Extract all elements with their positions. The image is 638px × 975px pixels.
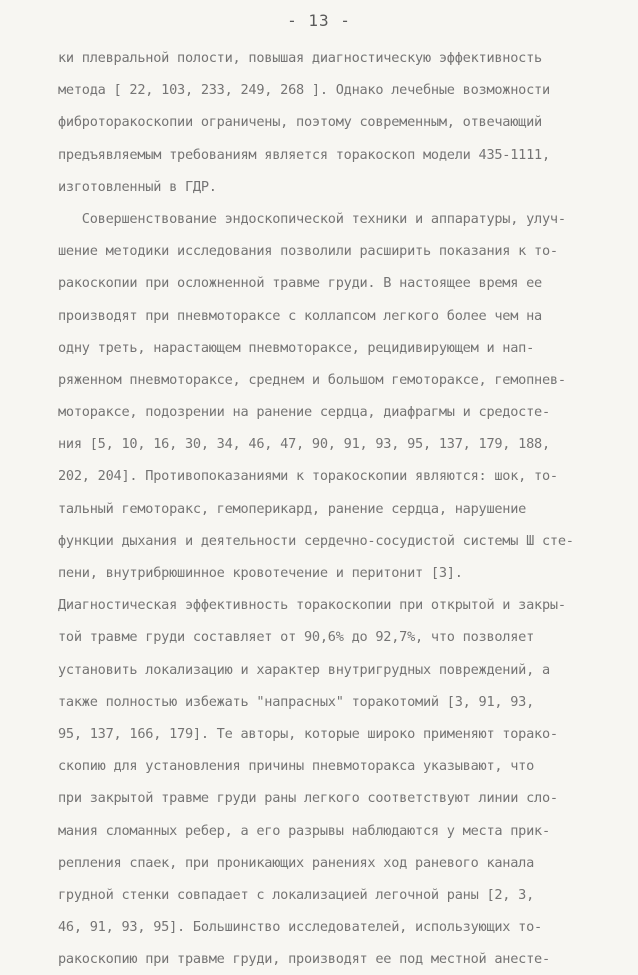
text-line: скопию для установления причины пневмоторакса указывают, что xyxy=(58,758,535,775)
text-line: ряженном пневмотораксе, среднем и большом гемотораксе, гемопнев- xyxy=(58,371,566,388)
text-line: пени, внутрибрюшинное кровотечение и перитонит [3]. xyxy=(58,565,463,581)
text-line: установить локализацию и характер внутригрудных повреждений, а xyxy=(58,661,550,678)
text-line: ракоскопию при травме груди, производят ее под местной анесте- xyxy=(58,951,550,968)
text-line: производят при пневмотораксе с коллапсом легкого более чем на xyxy=(58,307,542,324)
text-line: грудной стенки совпадает с локализацией легочной раны [2, 3, xyxy=(58,886,535,903)
text-line: Совершенствование эндоскопической техники и аппаратуры, улуч- xyxy=(58,210,566,227)
text-line: одну треть, нарастающем пневмотораксе, рецидивирующем и нап- xyxy=(58,339,535,356)
text-line: ки плевральной полости, повышая диагностическую эффективность xyxy=(58,50,542,66)
text-line: предъявляемым требованиям является торакоскоп модели 435-1111, xyxy=(58,146,550,163)
text-line: мания сломанных ребер, а его разрывы наблюдаются у места прик- xyxy=(58,822,550,839)
text-line: репления спаек, при проникающих ранениях ход раневого канала xyxy=(58,854,535,871)
text-line: тальный гемоторакс, гемоперикард, ранение сердца, нарушение xyxy=(58,500,527,517)
text-line: той травме груди составляет от 90,6% до 92,7%, что позволяет xyxy=(58,629,535,646)
text-line: мотораксе, подозрении на ранение сердца, диафрагмы и средосте- xyxy=(58,404,550,421)
text-line: 95, 137, 166, 179]. Те авторы, которые широко применяют торако- xyxy=(58,725,558,742)
text-line: ния [5, 10, 16, 30, 34, 46, 47, 90, 91, 93, 95, 137, 179, 188, xyxy=(58,436,550,453)
text-line: 46, 91, 93, 95]. Большинство исследователей, использующих то- xyxy=(58,919,542,936)
text-line: 202, 204]. Противопоказаниями к торакоскопии являются: шок, то- xyxy=(58,468,558,485)
page-number: - 13 - xyxy=(287,11,351,30)
text-line: фиброторакоскопии ограничены, поэтому современным, отвечающий xyxy=(58,114,542,131)
text-line: ракоскопии при осложненной травме груди. В настоящее время ее xyxy=(58,275,542,292)
text-line: шение методики исследования позволили расширить показания к то- xyxy=(58,243,558,260)
text-line: функции дыхания и деятельности сердечно-сосудистой системы Ш сте- xyxy=(58,532,574,549)
text-line: метода [ 22, 103, 233, 249, 268 ]. Однако лечебные возможности xyxy=(58,82,550,99)
text-line: Диагностическая эффективность торакоскопии при открытой и закры- xyxy=(58,597,566,614)
text-line: также полностью избежать "напрасных" торакотомий [3, 91, 93, xyxy=(58,693,535,710)
text-line: при закрытой травме груди раны легкого соответствуют линии сло- xyxy=(58,790,558,807)
body-text xyxy=(58,42,598,975)
text-line: изготовленный в ГДР. xyxy=(58,178,217,195)
